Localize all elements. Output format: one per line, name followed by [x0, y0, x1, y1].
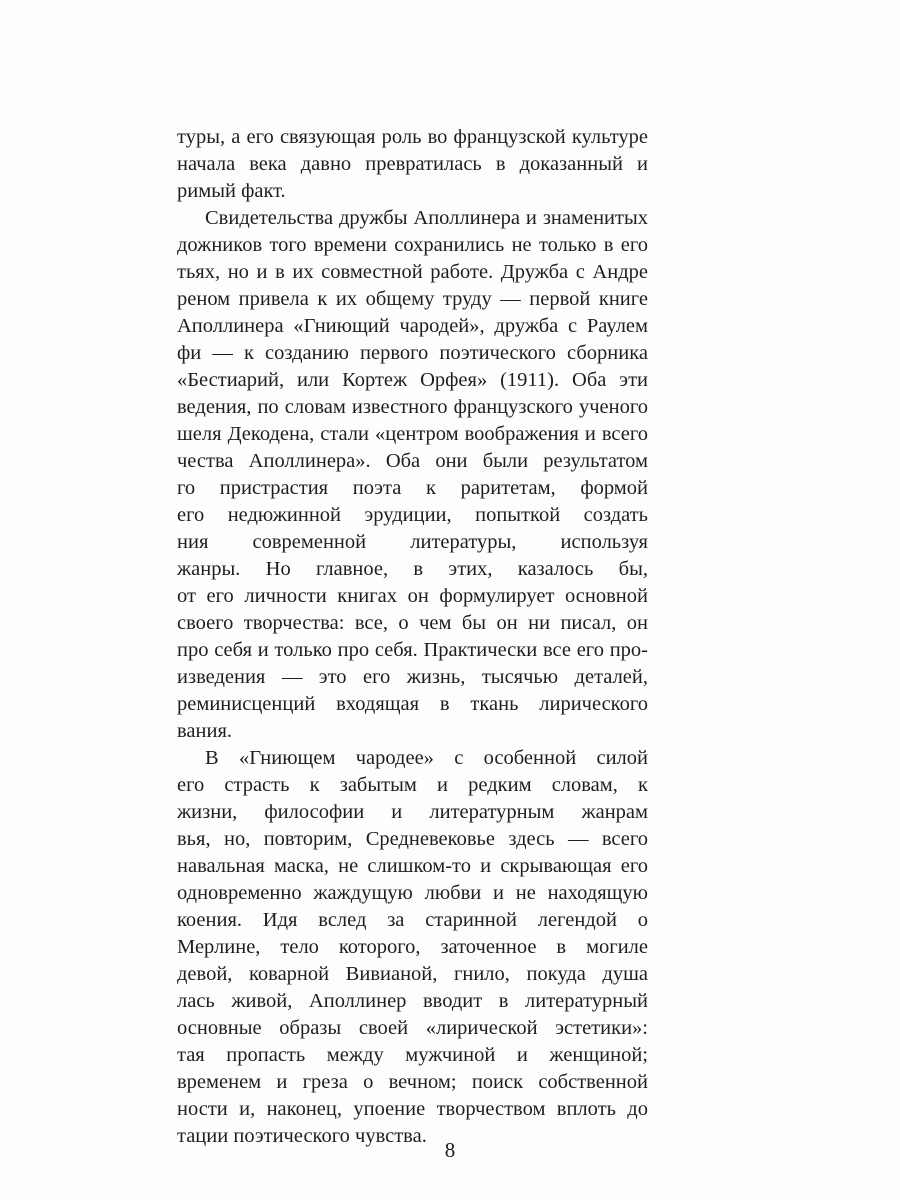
- text-line: временем и греза о вечном; поиск собственной: [177, 1071, 648, 1093]
- text-line: Аполлинера «Гниющий чародей», дружба с Раулем: [177, 315, 648, 337]
- page-number: 8: [444, 1138, 456, 1162]
- text-line: навальная маска, не слишком-то и скрывающая его: [177, 855, 648, 877]
- text-line: ведения, по словам известного французского ученого: [177, 396, 648, 418]
- text-line: от его личности книгах он формулирует основной: [177, 585, 648, 607]
- text-line: своего творчества: все, о чем бы он ни писал, он: [177, 612, 648, 634]
- text-line: вания.: [177, 720, 233, 742]
- text-line: основные образы своей «лирической эстетики»:: [177, 1017, 648, 1039]
- text-line: римый факт.: [177, 180, 286, 202]
- text-line: начала века давно превратилась в доказанный и: [177, 153, 648, 175]
- text-line: «Бестиарий, или Кортеж Орфея» (1911). Оба эти: [177, 369, 648, 391]
- text-line: изведения — это его жизнь, тысячью деталей,: [177, 666, 648, 688]
- text-line: его страсть к забытым и редким словам, к: [177, 774, 648, 796]
- text-line: реминисценций входящая в ткань лирического: [177, 693, 648, 715]
- text-line: жанры. Но главное, в этих, казалось бы,: [177, 558, 648, 580]
- text-line: коения. Идя вслед за старинной легендой о: [177, 909, 648, 931]
- text-line: ности и, наконец, упоение творчеством вплоть до: [177, 1098, 648, 1120]
- text-line: одновременно жаждущую любви и не находящую: [177, 882, 648, 904]
- text-line: реном привела к их общему труду — первой книге: [177, 288, 648, 310]
- text-line: девой, коварной Вивианой, гнило, покуда душа: [177, 963, 648, 985]
- text-line: его недюжинной эрудиции, попыткой создать: [177, 504, 648, 526]
- text-line: лась живой, Аполлинер вводит в литературный: [177, 990, 648, 1012]
- text-line: чества Аполлинера». Оба они были результатом: [177, 450, 648, 472]
- paragraph: [177, 205, 648, 745]
- paragraph: [177, 124, 648, 205]
- text-line: про себя и только про себя. Практически все его про-: [177, 639, 648, 661]
- text-line: жизни, философии и литературным жанрам: [177, 801, 648, 823]
- text-line: Свидетельства дружбы Аполлинера и знаменитых: [205, 207, 648, 229]
- paragraph: [177, 745, 648, 1150]
- text-line: туры, а его связующая роль во французской культуре: [177, 126, 648, 148]
- text-line: тации поэтического чувства.: [177, 1125, 427, 1147]
- text-line: шеля Декодена, стали «центром воображения и всего: [177, 423, 648, 445]
- text-line: дожников того времени сохранились не только в его: [177, 234, 648, 256]
- body-text: [177, 124, 648, 1150]
- text-line: фи — к созданию первого поэтического сборника: [177, 342, 648, 364]
- text-line: го пристрастия поэта к раритетам, формой: [177, 477, 648, 499]
- text-line: тьях, но и в их совместной работе. Дружба с Андре: [177, 261, 648, 283]
- text-line: тая пропасть между мужчиной и женщиной;: [177, 1044, 648, 1066]
- text-line: В «Гниющем чародее» с особенной силой: [205, 747, 648, 769]
- text-line: Мерлине, тело которого, заточенное в могиле: [177, 936, 648, 958]
- text-line: ния современной литературы, используя: [177, 531, 648, 553]
- text-line: вья, но, повторим, Средневековье здесь — всего: [177, 828, 648, 850]
